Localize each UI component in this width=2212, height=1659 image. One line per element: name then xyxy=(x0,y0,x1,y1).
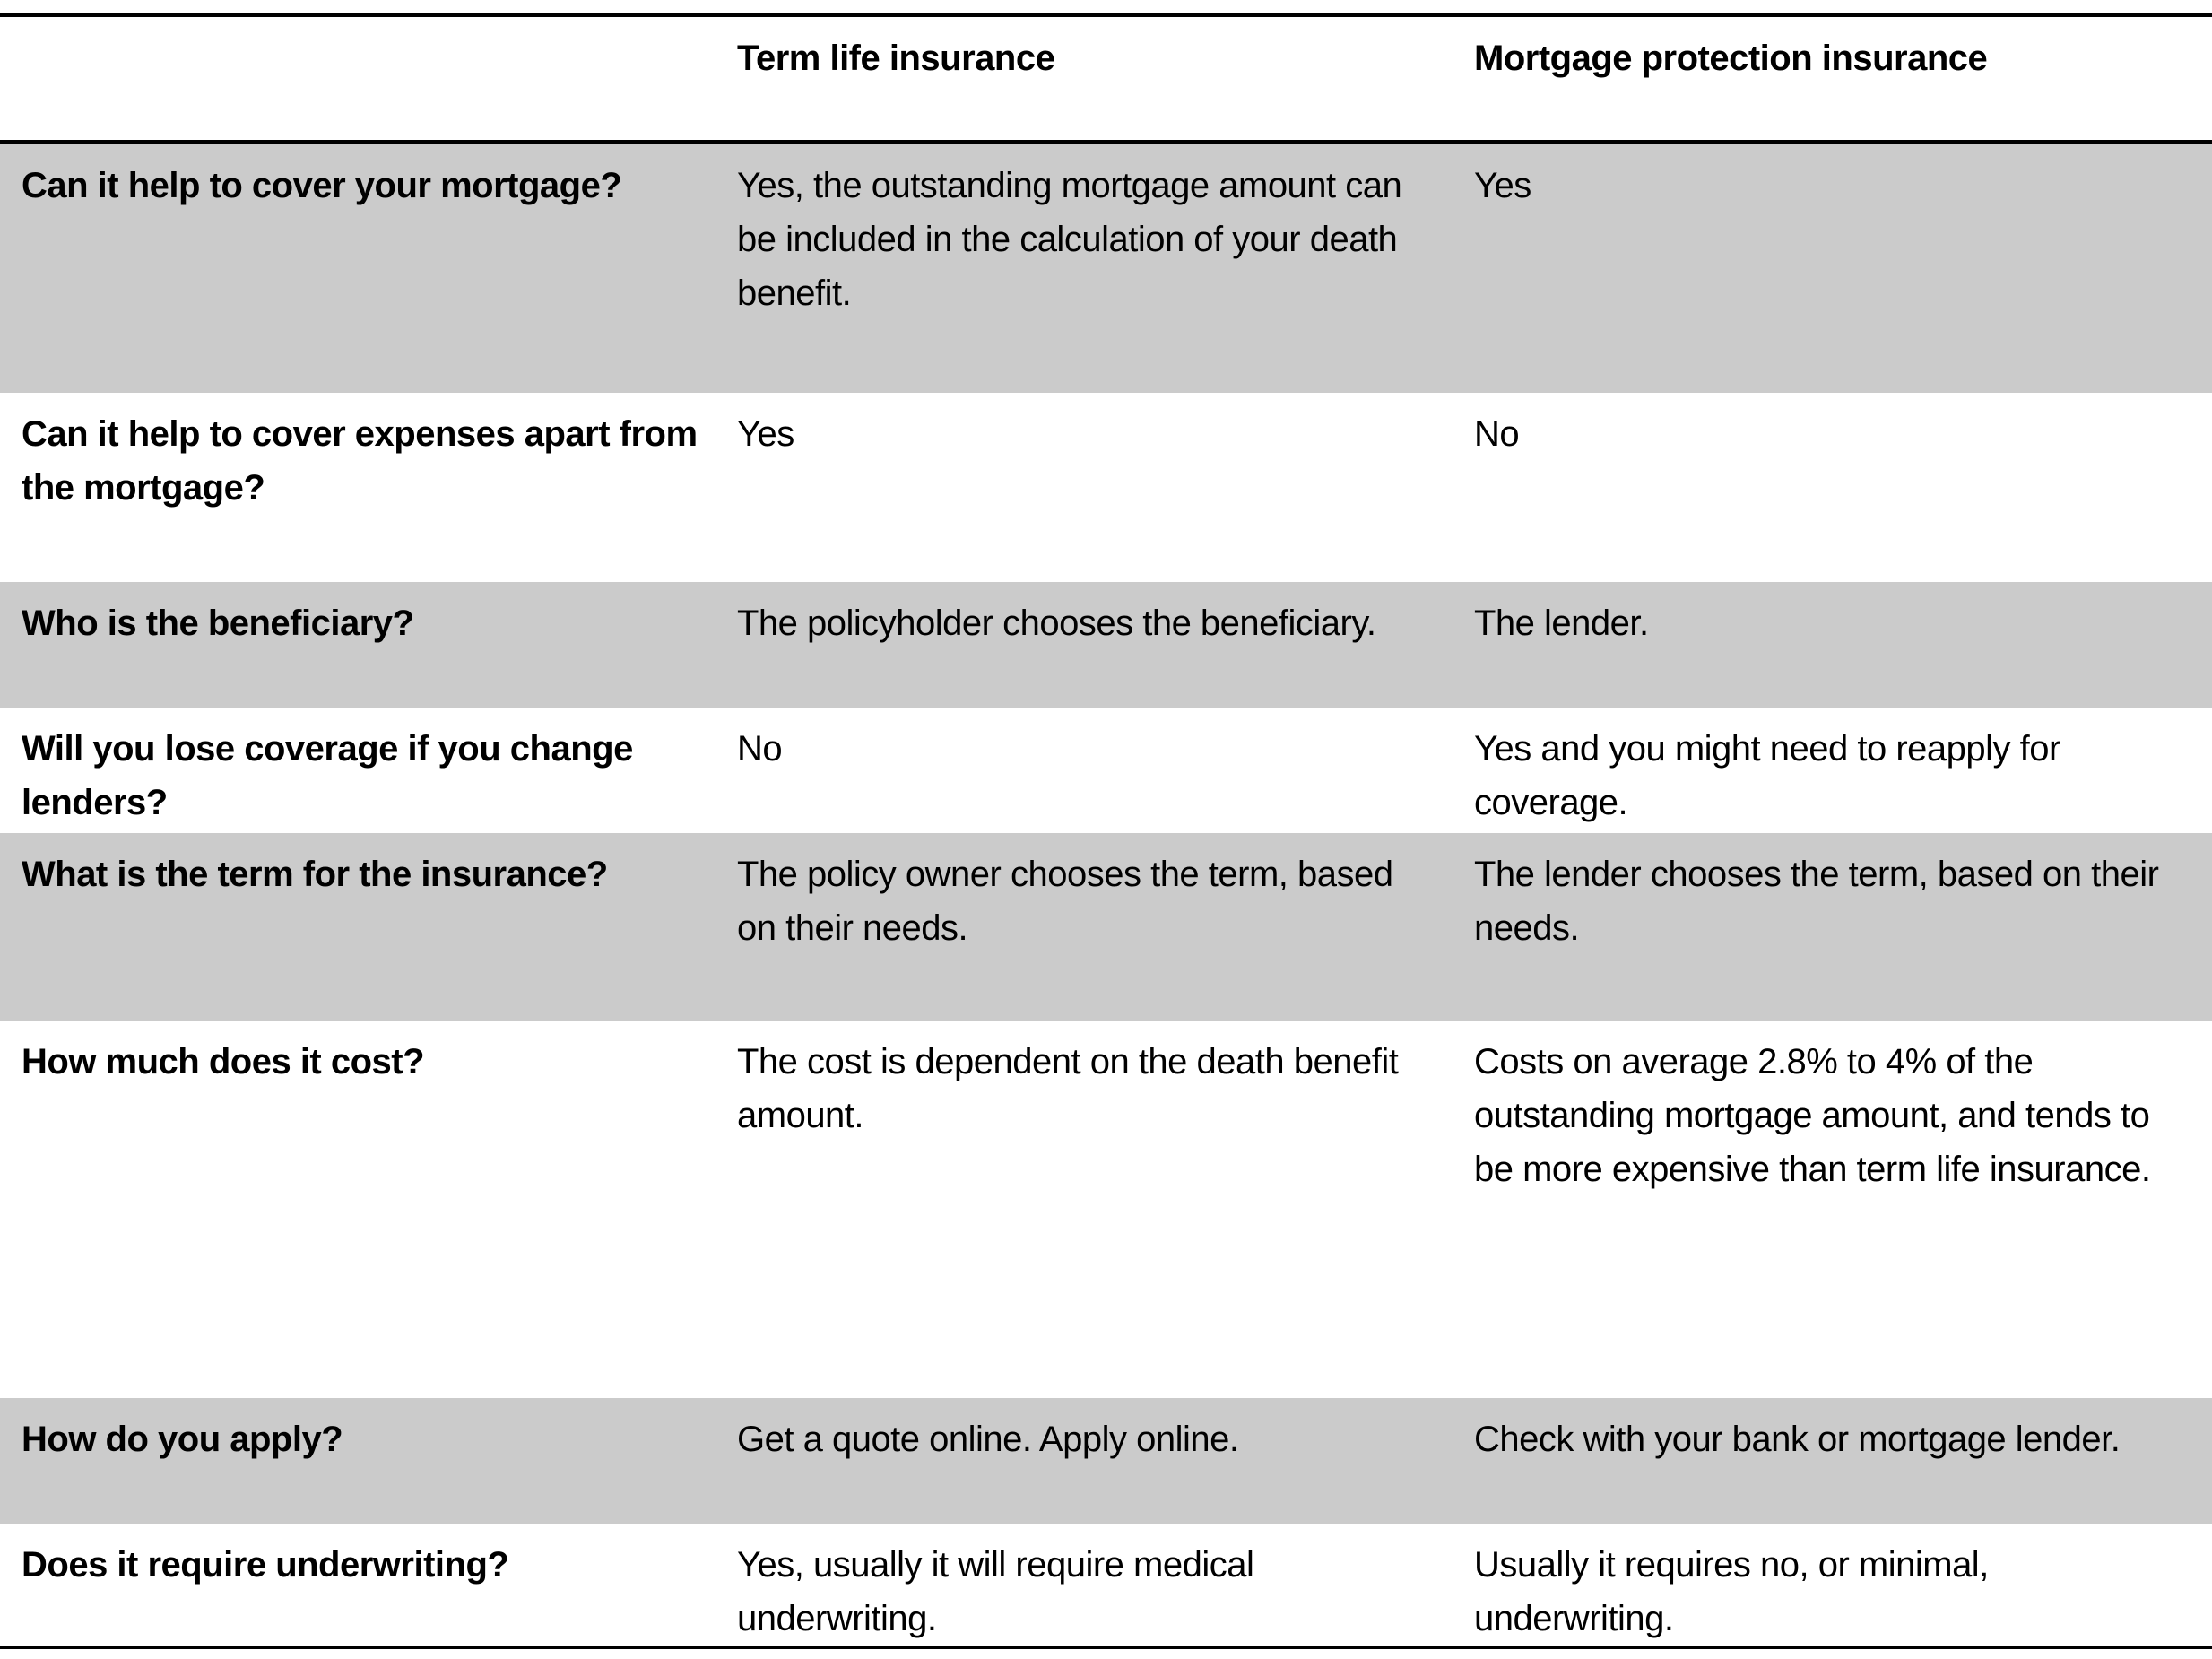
row-term-life: Get a quote online. Apply online. xyxy=(737,1398,1474,1524)
row-question: Can it help to cover your mortgage? xyxy=(0,143,737,393)
row-question: Can it help to cover expenses apart from the mortgage? xyxy=(22,413,698,508)
row-term-life: Yes xyxy=(737,413,794,454)
row-mortgage-protection: Costs on average 2.8% to 4% of the outstanding mortgage amount, and tends to be more expensive than term life insurance. xyxy=(1474,1041,2151,1189)
row-question: How do you apply? xyxy=(0,1398,737,1524)
row-term-life: No xyxy=(737,728,783,769)
row-question: How much does it cost? xyxy=(22,1041,425,1081)
table-row xyxy=(0,1524,2212,1647)
table-row xyxy=(0,582,2212,708)
table-row xyxy=(0,143,2212,393)
row-mortgage-protection: The lender chooses the term, based on their needs. xyxy=(1474,833,2212,1021)
table-row xyxy=(0,833,2212,1021)
row-term-life: Yes, usually it will require medical underwriting. xyxy=(737,1544,1254,1638)
header-term-life: Term life insurance xyxy=(737,39,1055,78)
row-mortgage-protection: Yes xyxy=(1474,143,2212,393)
row-mortgage-protection: No xyxy=(1474,413,1520,454)
table-row xyxy=(0,708,2212,833)
row-question: Does it require underwriting? xyxy=(22,1544,509,1585)
row-question: Who is the beneficiary? xyxy=(0,582,737,708)
comparison-table xyxy=(0,13,2212,1649)
row-mortgage-protection: Check with your bank or mortgage lender. xyxy=(1474,1398,2212,1524)
table-row xyxy=(0,393,2212,582)
row-term-life: The policy owner chooses the term, based on their needs. xyxy=(737,833,1474,1021)
header-row xyxy=(0,15,2212,143)
row-question: Will you lose coverage if you change lenders? xyxy=(22,728,633,822)
row-term-life: Yes, the outstanding mortgage amount can be included in the calculation of your death benefit. xyxy=(737,143,1474,393)
header-empty xyxy=(0,15,737,143)
row-term-life: The policyholder chooses the beneficiary. xyxy=(737,582,1474,708)
table-row xyxy=(0,1021,2212,1398)
row-mortgage-protection: Usually it requires no, or minimal, underwriting. xyxy=(1474,1544,1989,1638)
row-mortgage-protection: Yes and you might need to reapply for coverage. xyxy=(1474,728,2060,822)
row-mortgage-protection: The lender. xyxy=(1474,582,2212,708)
table-row xyxy=(0,1398,2212,1524)
row-term-life: The cost is dependent on the death benefit amount. xyxy=(737,1041,1399,1135)
header-mortgage-protection: Mortgage protection insurance xyxy=(1474,39,1988,78)
row-question: What is the term for the insurance? xyxy=(0,833,737,1021)
